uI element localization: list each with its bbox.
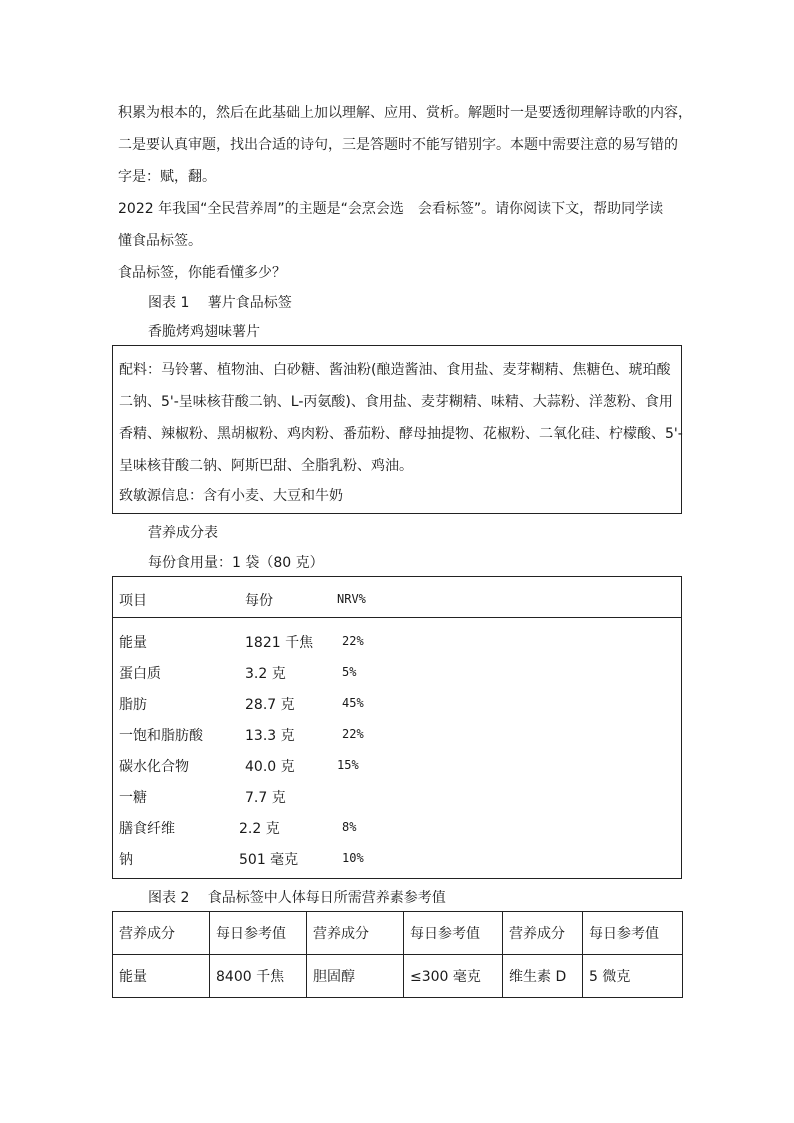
row-item: 碳水化合物: [119, 759, 189, 775]
paragraph-line-1: 积累为根本的，然后在此基础上加以理解、应用、赏析。解题时一是要透彻理解诗歌的内容，: [118, 105, 692, 121]
row-item: 蛋白质: [119, 666, 161, 682]
ingredients-line-4: 呈味核苷酸二钠、阿斯巴甜、全脂乳粉、鸡油。: [119, 458, 413, 474]
paragraph-line-5: 懂食品标签。: [118, 233, 202, 249]
header-nrv: NRV%: [337, 592, 366, 606]
product-name: 香脆烤鸡翅味薯片: [148, 324, 260, 340]
row-nrv: 15%: [337, 758, 359, 772]
figure2-caption: 图表 2 食品标签中人体每日所需营养素参考值: [148, 890, 446, 906]
ingredients-line-2: 二钠、5'-呈味核苷酸二钠、L-丙氨酸)、食用盐、麦芽糊精、味精、大蒜粉、洋葱粉、食用: [119, 394, 673, 410]
paragraph-line-4: 2022 年我国“全民营养周”的主题是“会烹会选 会看标签”。请你阅读下文，帮助同学读: [118, 201, 664, 217]
row-nrv: 8%: [342, 820, 357, 834]
table-header-cell: 每日参考值: [210, 912, 307, 955]
table-row: [113, 912, 683, 955]
table-header-cell: 每日参考值: [404, 912, 503, 955]
header-item: 项目: [119, 593, 147, 609]
row-item: 脂肪: [119, 697, 147, 713]
row-per-serving: 7.7 克: [245, 790, 286, 806]
reference-values-table: [112, 911, 683, 998]
row-per-serving: 1821 千焦: [245, 635, 314, 651]
nutrition-title: 营养成分表: [148, 525, 218, 541]
row-item: 钠: [119, 852, 133, 868]
row-item: 一饱和脂肪酸: [119, 728, 203, 744]
row-nrv: 22%: [342, 634, 364, 648]
row-item: 一糖: [119, 790, 147, 806]
row-item: 膳食纤维: [119, 821, 175, 837]
row-nrv: 5%: [342, 665, 357, 679]
table-row: [113, 955, 683, 998]
table-cell: 胆固醇: [307, 955, 404, 998]
row-per-serving: 28.7 克: [245, 697, 295, 713]
table-header-cell: 营养成分: [307, 912, 404, 955]
allergen-info: 致敏源信息：含有小麦、大豆和牛奶: [119, 488, 343, 504]
row-per-serving: 501 毫克: [239, 852, 299, 868]
nutrition-table: [112, 576, 682, 879]
row-per-serving: 40.0 克: [245, 759, 295, 775]
table-cell: 8400 千焦: [210, 955, 307, 998]
row-item: 能量: [119, 635, 147, 651]
row-per-serving: 3.2 克: [245, 666, 286, 682]
row-nrv: 45%: [342, 696, 364, 710]
ingredients-box: [112, 345, 682, 514]
ingredients-line-1: 配料：马铃薯、植物油、白砂糖、酱油粉(酿造酱油、食用盐、麦芽糊精、焦糖色、琥珀酸: [119, 362, 671, 378]
row-nrv: 22%: [342, 727, 364, 741]
figure1-caption: 图表 1 薯片食品标签: [148, 295, 292, 311]
header-separator: [113, 617, 681, 618]
row-per-serving: 13.3 克: [245, 728, 295, 744]
table-cell: 5 微克: [583, 955, 683, 998]
paragraph-line-3: 字是：赋，翻。: [118, 169, 216, 185]
ingredients-line-3: 香精、辣椒粉、黑胡椒粉、鸡肉粉、番茄粉、酵母抽提物、花椒粉、二氧化硅、柠檬酸、5'-: [119, 426, 683, 442]
table-cell: 维生素 D: [503, 955, 583, 998]
table-cell: ≤300 毫克: [404, 955, 503, 998]
header-per-serving: 每份: [245, 593, 273, 609]
table-cell: 能量: [113, 955, 210, 998]
paragraph-line-2: 二是要认真审题，找出合适的诗句，三是答题时不能写错别字。本题中需要注意的易写错的: [118, 137, 678, 153]
table-header-cell: 每日参考值: [583, 912, 683, 955]
table-header-cell: 营养成分: [503, 912, 583, 955]
row-nrv: 10%: [342, 851, 364, 865]
table-header-cell: 营养成分: [113, 912, 210, 955]
section-title: 食品标签，你能看懂多少？: [118, 265, 286, 281]
serving-size: 每份食用量：1 袋（80 克）: [148, 555, 324, 571]
row-per-serving: 2.2 克: [239, 821, 280, 837]
